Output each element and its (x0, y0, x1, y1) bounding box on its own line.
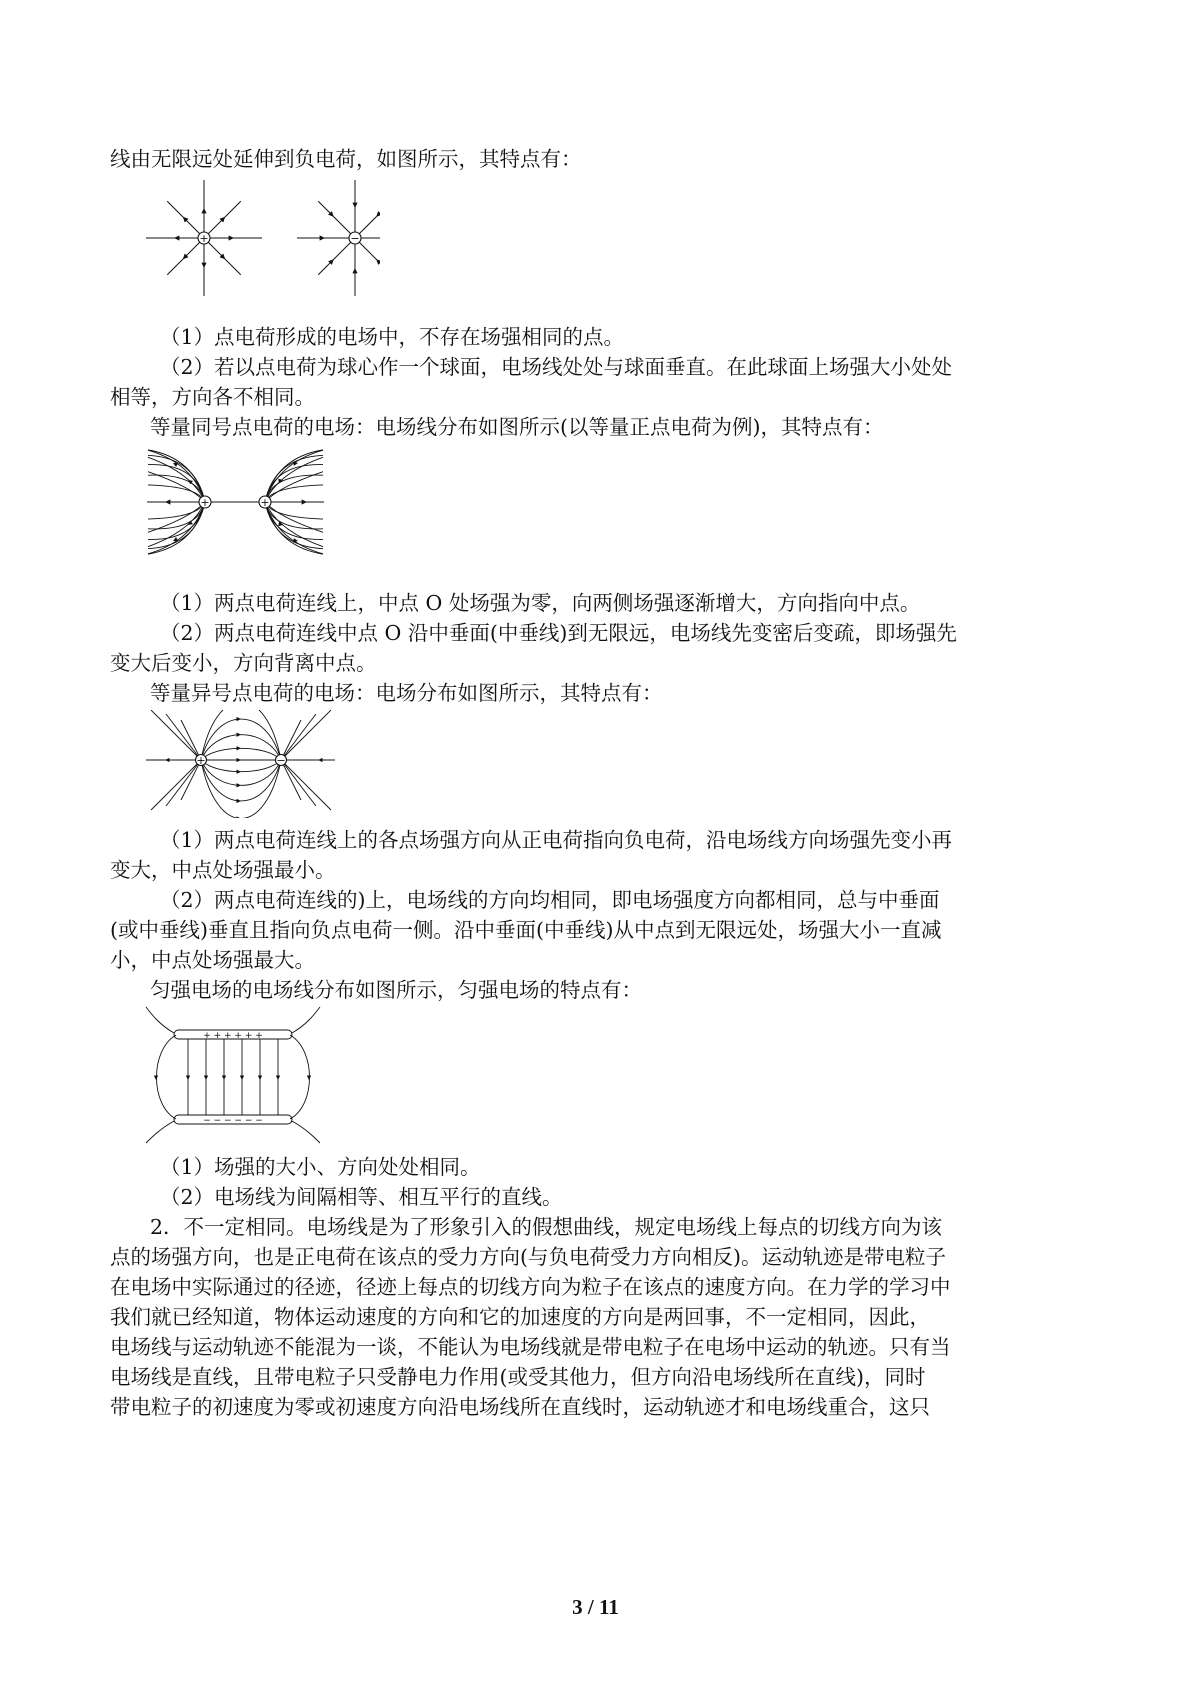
paragraph-line: 小，中点处场强最大。 (110, 948, 315, 972)
paragraph-line: (或中垂线)垂直且指向负点电荷一侧。沿中垂面(中垂线)从中点到无限远处，场强大小一直减 (110, 918, 942, 942)
field-line-arrow (201, 263, 206, 268)
field-line-arrow (307, 1075, 311, 1080)
paragraph-line: 带电粒子的初速度为零或初速度方向沿电场线所在直线时，运动轨迹才和电场线重合，这只 (110, 1395, 930, 1419)
field-line-arrow (376, 259, 380, 265)
field-line-arrow (173, 463, 178, 467)
paragraph-line: （2）两点电荷连线的)上，电场线的方向均相同，即电场强度方向都相同，总与中垂面 (160, 888, 940, 912)
fringe-field-line (146, 1007, 174, 1033)
paragraph-line: （1）两点电荷连线上的各点场强方向从正电荷指向负电荷，沿电场线方向场强先变小再 (160, 828, 953, 852)
field-line-arrow (240, 1075, 244, 1080)
fringe-field-line (290, 1035, 310, 1119)
paragraph-line: （1）点电荷形成的电场中，不存在场强相同的点。 (160, 325, 625, 349)
charge-symbol: − (350, 232, 360, 245)
field-line-arrow (236, 770, 241, 774)
fringe-field-line (292, 1007, 320, 1033)
field-line (201, 748, 281, 760)
field-line-arrow (236, 732, 241, 736)
paragraph-line: 电场线是直线，且带电粒子只受静电力作用(或受其他力，但方向沿电场线所在直线)，同时 (110, 1365, 926, 1389)
paragraph-line: 变大后变小，方向背离中点。 (110, 651, 377, 675)
field-line (201, 735, 281, 760)
fringe-field-line (157, 1035, 177, 1119)
paragraph-line: （2）两点电荷连线中点 O 沿中垂面(中垂线)到无限远，电场线先变密后变疏，即场强先 (160, 621, 957, 645)
paragraph-line: 点的场强方向，也是正电荷在该点的受力方向(与负电荷受力方向相反)。运动轨迹是带电粒子 (110, 1245, 946, 1269)
paragraph-line: 匀强电场的电场线分布如图所示，匀强电场的特点有： (150, 978, 642, 1002)
field-line-arrow (165, 758, 170, 762)
field-line-arrow (276, 1075, 280, 1080)
field-line-arrow (236, 758, 241, 762)
field-line-arrow (204, 1075, 208, 1080)
point-charge-field-svg (140, 178, 380, 298)
uniform-field-figure (140, 1005, 325, 1145)
paragraph-line: 等量异号点电荷的电场：电场分布如图所示，其特点有： (150, 681, 663, 705)
paragraph-line: 线由无限远处延伸到负电荷，如图所示，其特点有： (110, 147, 582, 171)
charge-symbol: + (260, 496, 270, 509)
field-line-arrow (236, 746, 241, 750)
field-line (201, 760, 281, 818)
uniform-field-svg (140, 1005, 325, 1145)
field-line (281, 710, 331, 760)
field-line (281, 760, 331, 810)
field-line-arrow (352, 203, 357, 208)
field-line-arrow (320, 235, 325, 240)
field-line-arrow (154, 1075, 158, 1080)
paragraph-line: （2）电场线为间隔相等、相互平行的直线。 (160, 1185, 563, 1209)
field-line-arrow (302, 499, 307, 504)
field-line-arrow (174, 235, 179, 240)
field-line-arrow (258, 1075, 262, 1080)
like-charges-field-svg (143, 445, 328, 570)
charge-symbol: + (196, 754, 206, 767)
field-line-arrow (173, 537, 178, 541)
paragraph-line: 相等，方向各不相同。 (110, 385, 315, 409)
paragraph-line: 等量同号点电荷的电场：电场线分布如图所示(以等量正点电荷为例)，其特点有： (150, 415, 884, 439)
paragraph-line: （1）两点电荷连线上，中点 O 处场强为零，向两侧场强逐渐增大，方向指向中点。 (160, 591, 921, 615)
unlike-charges-field-svg (143, 710, 338, 818)
field-line (151, 710, 201, 760)
field-line (151, 760, 201, 810)
fringe-field-line (292, 1121, 320, 1143)
paragraph-line: 在电场中实际通过的径迹，径迹上每点的切线方向为粒子在该点的速度方向。在力学的学习中 (110, 1275, 951, 1299)
field-line (201, 760, 281, 772)
field-line (201, 760, 281, 801)
unlike-charges-field-figure (143, 710, 338, 818)
like-charges-field-figure (143, 445, 328, 570)
paragraph-line: 电场线与运动轨迹不能混为一谈，不能认为电场线就是带电粒子在电场中运动的轨迹。只有当 (110, 1335, 951, 1359)
paragraph-line: 变大，中点处场强最小。 (110, 858, 336, 882)
charge-symbol: + (200, 496, 210, 509)
field-line-arrow (318, 758, 323, 762)
field-line-arrow (376, 211, 380, 217)
paragraph-line: （2）若以点电荷为球心作一个球面，电场线处处与球面垂直。在此球面上场强大小处处 (160, 355, 953, 379)
paragraph-line: 我们就已经知道，物体运动速度的方向和它的加速度的方向是两回事，不一定相同，因此， (110, 1305, 930, 1329)
field-line-arrow (222, 1075, 226, 1080)
field-line-arrow (236, 816, 241, 818)
fringe-field-line (146, 1121, 174, 1143)
field-line-arrow (236, 717, 241, 721)
field-line-arrow (229, 235, 234, 240)
charge-symbol: − (276, 754, 286, 767)
field-line-arrow (186, 1075, 190, 1080)
field-line (281, 760, 316, 806)
field-line-arrow (236, 799, 241, 803)
field-line-arrow (201, 208, 206, 213)
field-line-arrow (352, 268, 357, 273)
field-line (201, 760, 281, 785)
charge-symbol: + (199, 232, 209, 245)
point-charge-field-figure (140, 178, 380, 298)
field-line-arrow (165, 499, 170, 504)
field-line (201, 719, 281, 760)
paragraph-line: 2．不一定相同。电场线是为了形象引入的假想曲线，规定电场线上每点的切线方向为该 (150, 1215, 943, 1239)
field-line (281, 714, 316, 760)
paragraph-line: （1）场强的大小、方向处处相同。 (160, 1155, 481, 1179)
plate-symbols-bottom: − − − − − − (203, 1116, 263, 1126)
plate-symbols-top: + + + + + + (203, 1031, 263, 1041)
page-number: 3 / 11 (572, 1595, 619, 1619)
field-line-arrow (236, 783, 241, 787)
